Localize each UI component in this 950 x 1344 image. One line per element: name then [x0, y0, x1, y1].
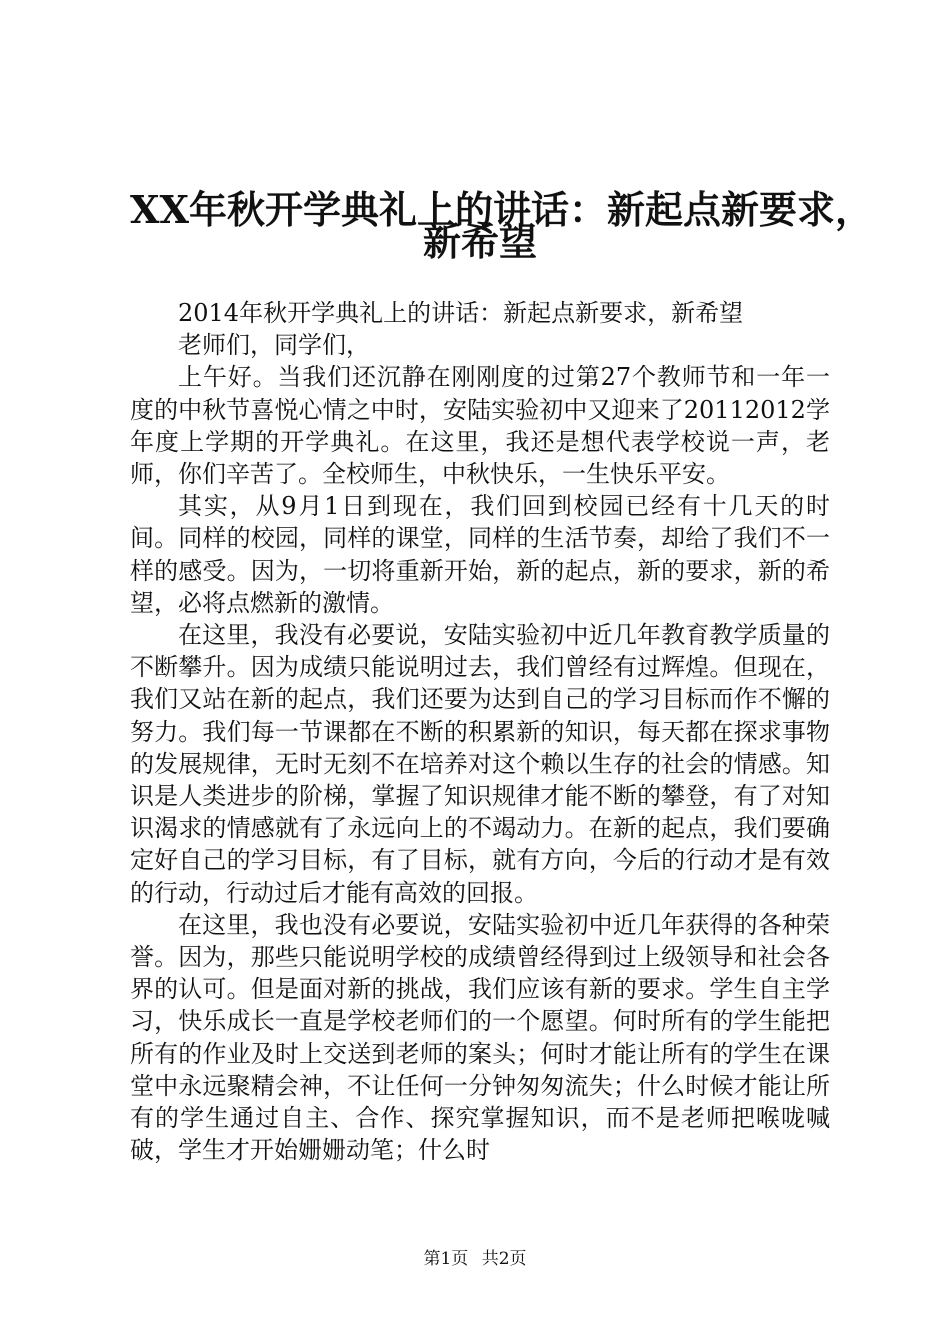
document-title-line-2: 新希望: [422, 219, 537, 264]
page-number-total: 共2页: [481, 1249, 527, 1269]
paragraph: 2014年秋开学典礼上的讲话：新起点新要求，新希望: [178, 299, 744, 327]
document-title-line-1: XX年秋开学典礼上的讲话：新起点新要求，: [130, 187, 873, 232]
page-footer: [0, 1244, 950, 1269]
paragraph: 上午好。当我们还沉静在刚刚度的过第27个教师节和一年一度的中秋节喜悦心情之中时，安陆实验初中又迎来了20112012学年度上学期的开学典礼。在这里，我还是想代表学校说一声，老师，你们辛苦了。全校师生，中秋快乐，一生快乐平安。: [130, 363, 830, 489]
paragraph: 其实，从9月1日到现在，我们回到校园已经有十几天的时间。同样的校园，同样的课堂，同样的生活节奏，却给了我们不一样的感受。因为，一切将重新开始，新的起点，新的要求，新的希望，必将点燃新的激情。: [130, 492, 830, 617]
paragraph: 老师们，同学们，: [178, 331, 370, 360]
paragraph: 在这里，我没有必要说，安陆实验初中近几年教育教学质量的不断攀升。因为成绩只能说明过去，我们曾经有过辉煌。但现在，我们又站在新的起点，我们还要为达到自己的学习目标而作不懈的努力。我们每一节课都在不断的积累新的知识，每天都在探求事物的发展规律，无时无刻不在培养对这个赖以生存的社会的情感。知识是人类进步的阶梯，掌握了知识规律才能不断的攀登，有了对知识渴求的情感就有了永远向上的不竭动力。在新的起点，我们要确定好自己的学习目标，有了目标，就有方向，今后的行动才是有效的行动，行动过后才能有高效的回报。: [130, 621, 830, 907]
document-body: [130, 297, 830, 1166]
page-number-current: 第1页: [423, 1249, 469, 1269]
paragraph: 在这里，我也没有必要说，安陆实验初中近几年获得的各种荣誉。因为，那些只能说明学校的成绩曾经得到过上级领导和社会各界的认可。但是面对新的挑战，我们应该有新的要求。学生自主学习，快乐成长一直是学校老师们的一个愿望。何时所有的学生能把所有的作业及时上交送到老师的案头；何时才能让所有的学生在课堂中永远聚精会神，不让任何一分钟匆匆流失；什么时候才能让所有的学生通过自主、合作、探究掌握知识，而不是老师把喉咙喊破，学生才开始姗姗动笔；什么时: [130, 910, 830, 1165]
